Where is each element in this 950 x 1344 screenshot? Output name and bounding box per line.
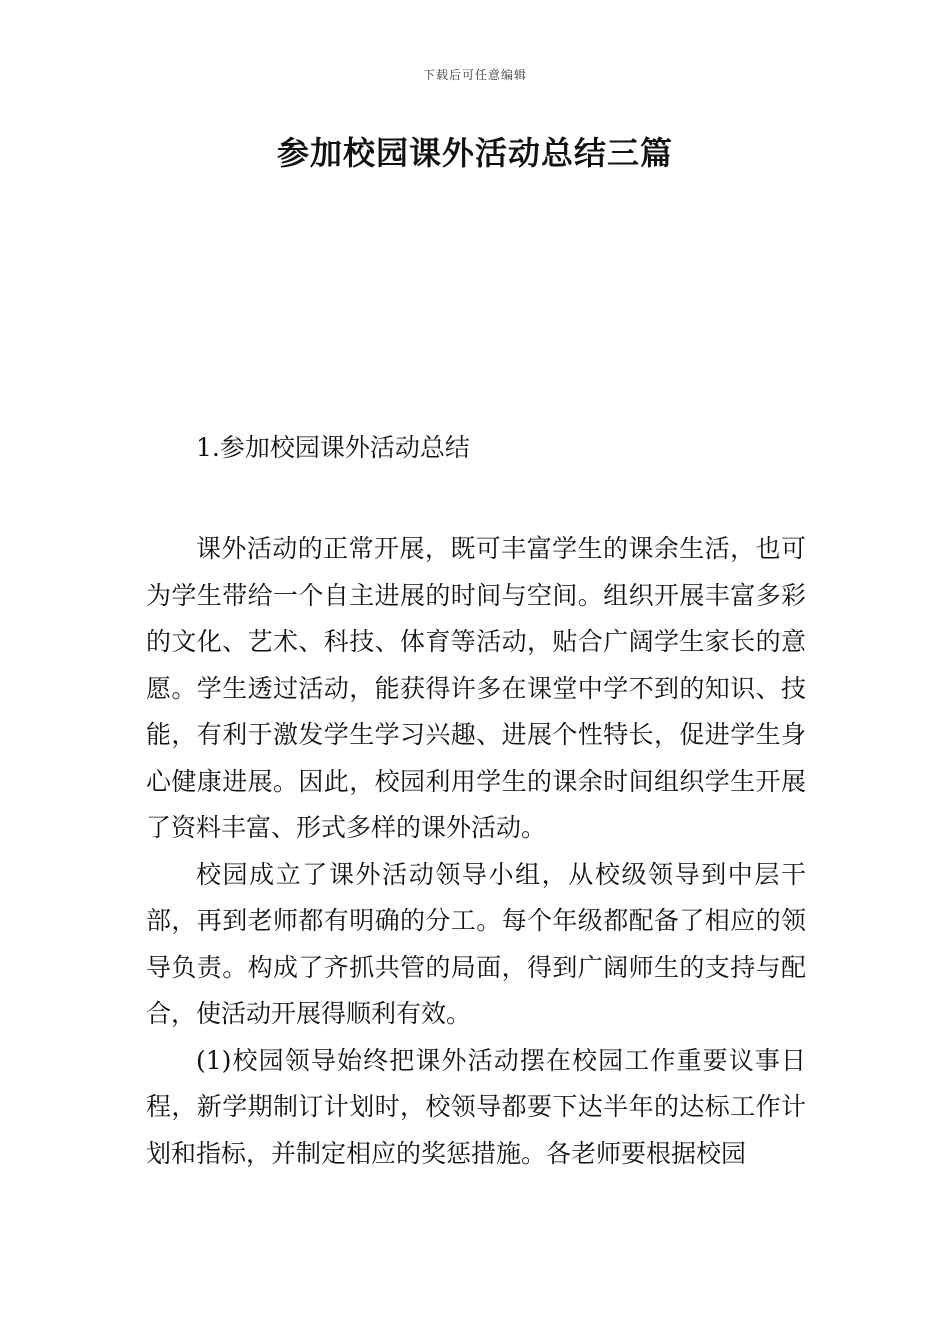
document-title: 参加校园课外活动总结三篇 [276, 134, 673, 172]
section-heading: 1.参加校园课外活动总结 [196, 433, 470, 462]
paragraph-intro: 课外活动的正常开展，既可丰富学生的课余生活，也可为学生带给一个自主进展的时间与空间。组织开展丰富多彩的文化、艺术、科技、体育等活动，贴合广阔学生家长的意愿。学生透过活动，能获得许多在课堂中学不到的知识、技能，有利于激发学生学习兴趣、进展个性特长，促进学生身心健康进展。因此，校园利用学生的课余时间组织学生开展了资料丰富、形式多样的课外活动。 [146, 534, 806, 842]
paragraph-leadership: 校园成立了课外活动领导小组，从校级领导到中层干部，再到老师都有明确的分工。每个年级都配备了相应的领导负责。构成了齐抓共管的局面，得到广阔师生的支持与配合，使活动开展得顺利有效。 [146, 859, 806, 1028]
paragraph-planning: (1)校园领导始终把课外活动摆在校园工作重要议事日程，新学期制订计划时，校领导都要下达半年的达标工作计划和指标，并制定相应的奖惩措施。各老师要根据校园 [146, 1045, 806, 1168]
document-body [146, 526, 806, 1177]
page-header-note: 下载后可任意编辑 [422, 68, 527, 82]
